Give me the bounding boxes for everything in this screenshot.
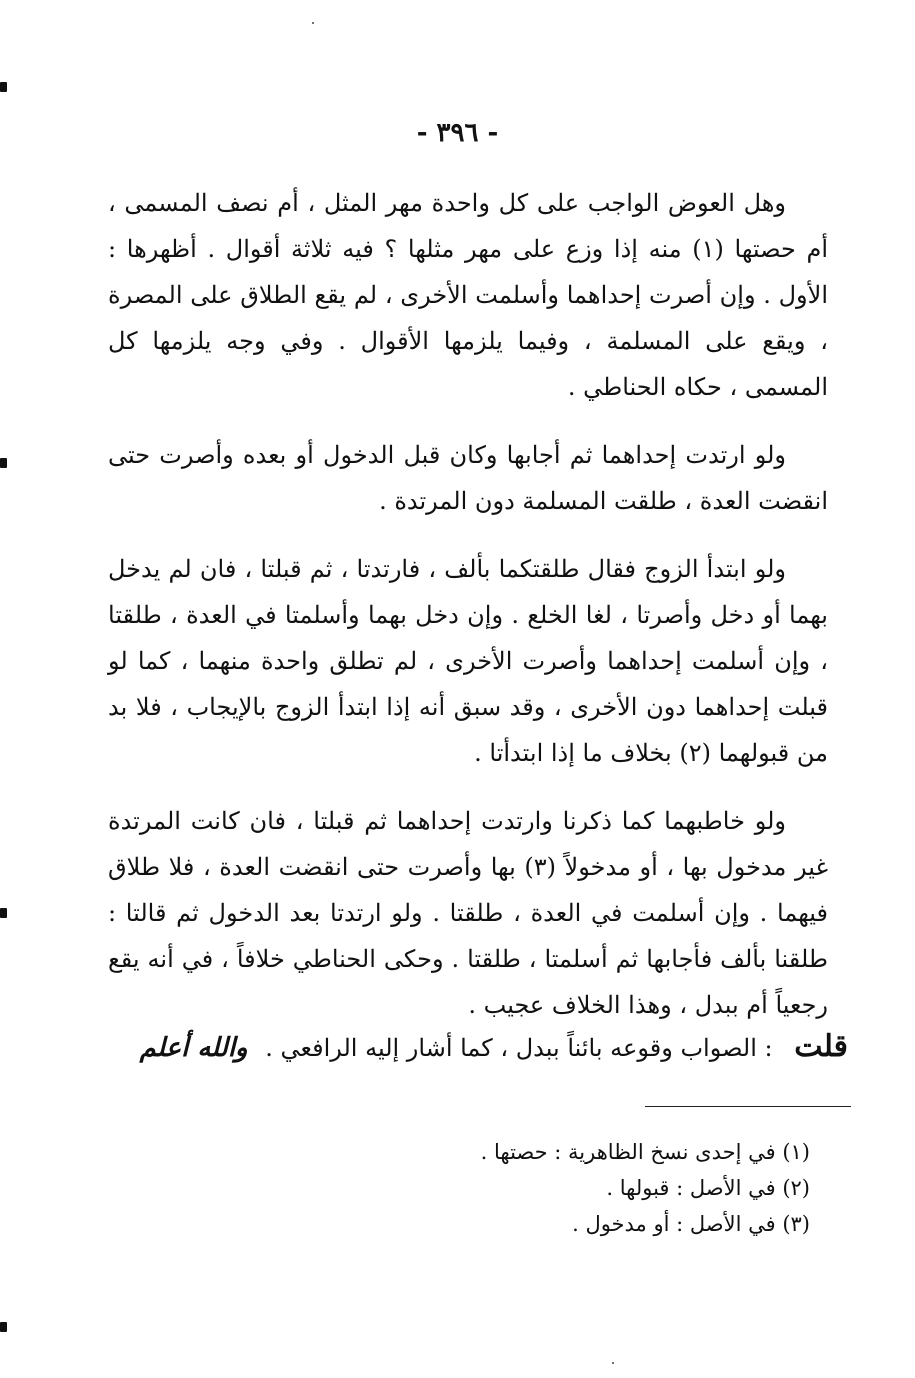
scan-edge-mark — [0, 908, 7, 918]
page-number: - ٣٩٦ - — [416, 118, 499, 148]
footnote-divider — [645, 1106, 851, 1107]
main-text — [108, 180, 828, 1050]
footnotes — [300, 1134, 810, 1242]
conclusion-label: قلت — [794, 1029, 848, 1064]
paragraph-3: ولو ابتدأ الزوج فقال طلقتكما بألف ، فارتدتا ، ثم قبلتا ، فان لم يدخل بهما أو دخل وأصرتا ، لغا الخلع . وإن دخل بهما وأسلمتا في العدة ، طلقتا ، وإن أسلمت إحداهما وأصرت الأخرى ، لم تطلق واحدة منهما ، كما لو قبلت إحداهما دون الأخرى ، وقد سبق أنه إذا ابتدأ الزوج بالإيجاب ، فلا بد من قبولهما (٢) بخلاف ما إذا ابتدأتا . — [108, 555, 828, 767]
footnote-2: (٢) في الأصل : قبولها . — [606, 1176, 810, 1200]
closing-phrase: والله أعلم — [139, 1033, 248, 1063]
paragraph-1: وهل العوض الواجب على كل واحدة مهر المثل ، أم نصف المسمى ، أم حصتها (١) منه إذا وزع على مهر مثلها ؟ فيه ثلاثة أقوال . أظهرها : الأول . وإن أصرت إحداهما وأسلمت الأخرى ، لم يقع الطلاق على المصرة ، ويقع على المسلمة ، وفيما يلزمها الأقوال . وفي وجه يلزمها كل المسمى ، حكاه الحناطي . — [108, 189, 828, 401]
paragraph-2: ولو ارتدت إحداهما ثم أجابها وكان قبل الدخول أو بعده وأصرت حتى انقضت العدة ، طلقت المسلمة دون المرتدة . — [108, 441, 828, 515]
footnote-1: (١) في إحدى نسخ الظاهرية : حصتها . — [480, 1140, 810, 1164]
footnote-3: (٣) في الأصل : أو مدخول . — [572, 1212, 810, 1236]
scan-speck — [612, 1362, 614, 1364]
conclusion-text: : الصواب وقوعه بائناً ببدل ، كما أشار إليه الرافعي . — [265, 1034, 773, 1062]
scan-edge-mark — [0, 82, 7, 92]
scan-speck — [312, 22, 314, 24]
scan-edge-mark — [0, 1322, 7, 1332]
conclusion — [108, 1024, 848, 1071]
paragraph-4: ولو خاطبهما كما ذكرنا وارتدت إحداهما ثم قبلتا ، فان كانت المرتدة غير مدخول بها ، أو مدخولاً (٣) بها وأصرت حتى انقضت العدة ، فلا طلاق فيهما . وإن أسلمت في العدة ، طلقتا . ولو ارتدتا بعد الدخول ثم قالتا : طلقنا بألف فأجابها ثم أسلمتا ، طلقتا . وحكى الحناطي خلافاً ، في أنه يقع رجعياً أم ببدل ، وهذا الخلاف عجيب . — [108, 807, 829, 1019]
scan-edge-mark — [0, 458, 7, 468]
